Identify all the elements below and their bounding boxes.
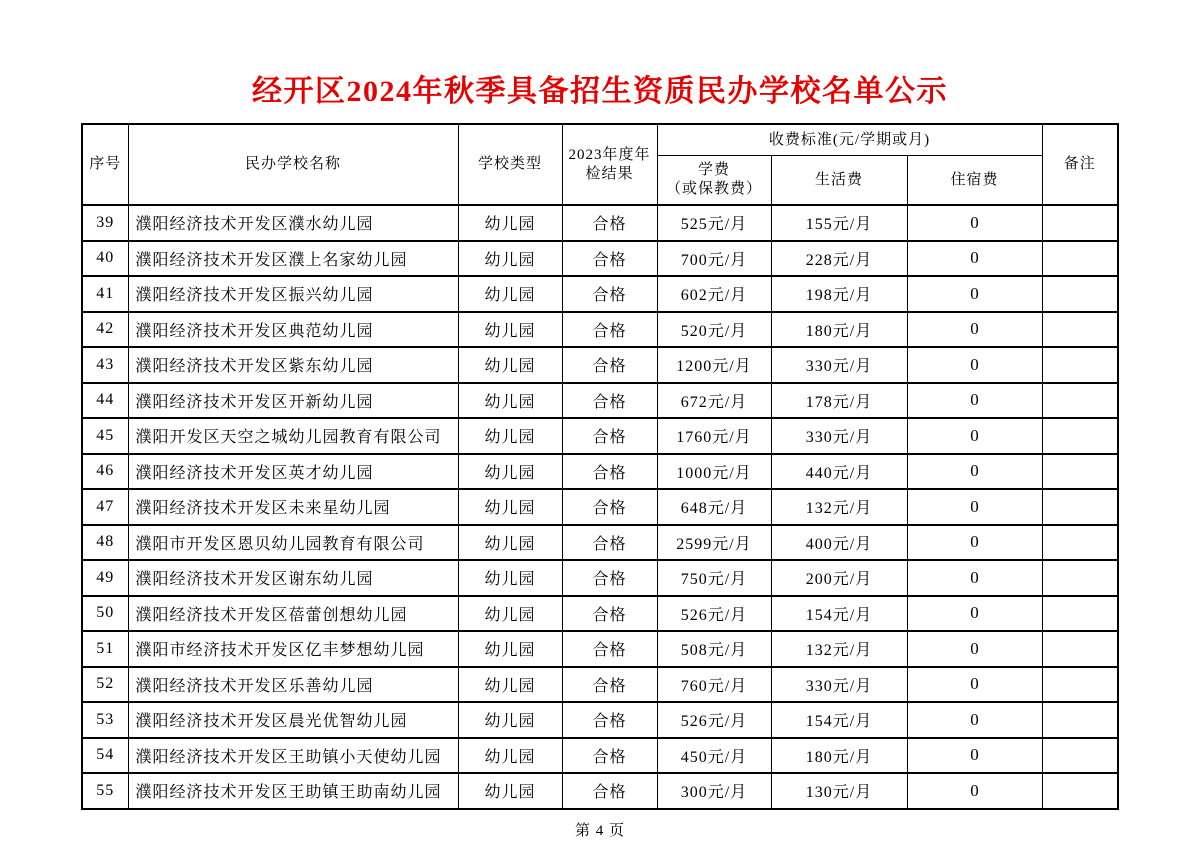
remark-cell <box>1042 312 1118 348</box>
living-fee-cell: 154元/月 <box>771 702 907 738</box>
tuition-fee-cell: 520元/月 <box>657 312 771 348</box>
row-index: 53 <box>82 702 128 738</box>
accommodation-fee-cell: 0 <box>907 738 1042 774</box>
school-type-cell: 幼儿园 <box>458 596 562 632</box>
school-type-cell: 幼儿园 <box>458 276 562 312</box>
inspection-result-cell: 合格 <box>562 276 657 312</box>
living-fee-cell: 200元/月 <box>771 560 907 596</box>
table-row <box>82 276 1118 312</box>
page-title: 经开区2024年秋季具备招生资质民办学校名单公示 <box>252 75 948 108</box>
remark-cell <box>1042 418 1118 454</box>
inspection-result-cell: 合格 <box>562 631 657 667</box>
accommodation-fee-cell: 0 <box>907 454 1042 490</box>
remark-cell <box>1042 454 1118 490</box>
inspection-result-cell: 合格 <box>562 560 657 596</box>
school-type-cell: 幼儿园 <box>458 312 562 348</box>
accommodation-fee-cell: 0 <box>907 241 1042 277</box>
inspection-result-cell: 合格 <box>562 596 657 632</box>
table-row <box>82 773 1118 809</box>
row-index: 47 <box>82 489 128 525</box>
school-type-cell: 幼儿园 <box>458 489 562 525</box>
tuition-fee-cell: 602元/月 <box>657 276 771 312</box>
table-row <box>82 631 1118 667</box>
remark-cell <box>1042 241 1118 277</box>
remark-cell <box>1042 738 1118 774</box>
remark-cell <box>1042 560 1118 596</box>
accommodation-fee-cell: 0 <box>907 702 1042 738</box>
row-index: 55 <box>82 773 128 809</box>
inspection-result-cell: 合格 <box>562 489 657 525</box>
inspection-result-cell: 合格 <box>562 702 657 738</box>
school-type-cell: 幼儿园 <box>458 347 562 383</box>
living-fee-cell: 132元/月 <box>771 489 907 525</box>
living-fee-cell: 180元/月 <box>771 738 907 774</box>
school-name-cell: 濮阳经济技术开发区王助镇小天使幼儿园 <box>128 738 458 774</box>
remark-cell <box>1042 489 1118 525</box>
remark-cell <box>1042 596 1118 632</box>
school-name-cell: 濮阳经济技术开发区英才幼儿园 <box>128 454 458 490</box>
row-index: 52 <box>82 667 128 703</box>
inspection-result-cell: 合格 <box>562 454 657 490</box>
living-fee-cell: 180元/月 <box>771 312 907 348</box>
row-index: 45 <box>82 418 128 454</box>
living-fee-cell: 198元/月 <box>771 276 907 312</box>
accommodation-fee-cell: 0 <box>907 276 1042 312</box>
header-school-type: 学校类型 <box>458 124 562 205</box>
school-name-cell: 濮阳经济技术开发区乐善幼儿园 <box>128 667 458 703</box>
remark-cell <box>1042 205 1118 241</box>
school-type-cell: 幼儿园 <box>458 418 562 454</box>
school-type-cell: 幼儿园 <box>458 738 562 774</box>
tuition-fee-cell: 526元/月 <box>657 596 771 632</box>
school-name-cell: 濮阳经济技术开发区王助镇王助南幼儿园 <box>128 773 458 809</box>
table-row <box>82 738 1118 774</box>
row-index: 54 <box>82 738 128 774</box>
inspection-result-cell: 合格 <box>562 738 657 774</box>
header-tuition-line2: （或保教费） <box>665 181 762 197</box>
tuition-fee-cell: 1760元/月 <box>657 418 771 454</box>
inspection-result-cell: 合格 <box>562 773 657 809</box>
remark-cell <box>1042 276 1118 312</box>
table-row <box>82 241 1118 277</box>
school-type-cell: 幼儿园 <box>458 241 562 277</box>
school-name-cell: 濮阳经济技术开发区谢东幼儿园 <box>128 560 458 596</box>
header-tuition-line1: 学费 <box>697 162 730 178</box>
row-index: 44 <box>82 383 128 419</box>
school-type-cell: 幼儿园 <box>458 454 562 490</box>
living-fee-cell: 132元/月 <box>771 631 907 667</box>
school-name-cell: 濮阳经济技术开发区典范幼儿园 <box>128 312 458 348</box>
tuition-fee-cell: 1200元/月 <box>657 347 771 383</box>
row-index: 46 <box>82 454 128 490</box>
school-name-cell: 濮阳开发区天空之城幼儿园教育有限公司 <box>128 418 458 454</box>
accommodation-fee-cell: 0 <box>907 489 1042 525</box>
header-fee-group: 收费标准(元/学期或月) <box>657 124 1042 156</box>
row-index: 50 <box>82 596 128 632</box>
living-fee-cell: 130元/月 <box>771 773 907 809</box>
table-row <box>82 702 1118 738</box>
school-name-cell: 濮阳市经济技术开发区亿丰梦想幼儿园 <box>128 631 458 667</box>
living-fee-cell: 440元/月 <box>771 454 907 490</box>
table-row <box>82 383 1118 419</box>
header-row-top <box>82 124 1118 156</box>
table-row <box>82 489 1118 525</box>
accommodation-fee-cell: 0 <box>907 773 1042 809</box>
school-name-cell: 濮阳经济技术开发区濮上名家幼儿园 <box>128 241 458 277</box>
accommodation-fee-cell: 0 <box>907 418 1042 454</box>
remark-cell <box>1042 702 1118 738</box>
accommodation-fee-cell: 0 <box>907 560 1042 596</box>
tuition-fee-cell: 525元/月 <box>657 205 771 241</box>
table-row <box>82 525 1118 561</box>
school-type-cell: 幼儿园 <box>458 525 562 561</box>
row-index: 39 <box>82 205 128 241</box>
accommodation-fee-cell: 0 <box>907 667 1042 703</box>
tuition-fee-cell: 648元/月 <box>657 489 771 525</box>
living-fee-cell: 400元/月 <box>771 525 907 561</box>
tuition-fee-cell: 700元/月 <box>657 241 771 277</box>
schools-table <box>81 123 1119 810</box>
page-number: 第 4 页 <box>574 822 625 839</box>
remark-cell <box>1042 631 1118 667</box>
table-row <box>82 418 1118 454</box>
tuition-fee-cell: 2599元/月 <box>657 525 771 561</box>
inspection-result-cell: 合格 <box>562 347 657 383</box>
accommodation-fee-cell: 0 <box>907 596 1042 632</box>
inspection-result-cell: 合格 <box>562 241 657 277</box>
remark-cell <box>1042 667 1118 703</box>
accommodation-fee-cell: 0 <box>907 525 1042 561</box>
inspection-result-cell: 合格 <box>562 667 657 703</box>
inspection-result-cell: 合格 <box>562 312 657 348</box>
table-row <box>82 454 1118 490</box>
living-fee-cell: 330元/月 <box>771 667 907 703</box>
tuition-fee-cell: 750元/月 <box>657 560 771 596</box>
inspection-result-cell: 合格 <box>562 525 657 561</box>
inspection-result-cell: 合格 <box>562 383 657 419</box>
school-name-cell: 濮阳市开发区恩贝幼儿园教育有限公司 <box>128 525 458 561</box>
tuition-fee-cell: 526元/月 <box>657 702 771 738</box>
school-type-cell: 幼儿园 <box>458 560 562 596</box>
remark-cell <box>1042 383 1118 419</box>
accommodation-fee-cell: 0 <box>907 205 1042 241</box>
school-name-cell: 濮阳经济技术开发区蓓蕾创想幼儿园 <box>128 596 458 632</box>
living-fee-cell: 330元/月 <box>771 418 907 454</box>
remark-cell <box>1042 525 1118 561</box>
accommodation-fee-cell: 0 <box>907 631 1042 667</box>
school-type-cell: 幼儿园 <box>458 702 562 738</box>
row-index: 42 <box>82 312 128 348</box>
table-row <box>82 596 1118 632</box>
tuition-fee-cell: 760元/月 <box>657 667 771 703</box>
row-index: 48 <box>82 525 128 561</box>
header-school-name: 民办学校名称 <box>128 124 458 205</box>
accommodation-fee-cell: 0 <box>907 312 1042 348</box>
header-tuition <box>657 156 771 206</box>
school-name-cell: 濮阳经济技术开发区濮水幼儿园 <box>128 205 458 241</box>
school-name-cell: 濮阳经济技术开发区紫东幼儿园 <box>128 347 458 383</box>
living-fee-cell: 330元/月 <box>771 347 907 383</box>
tuition-fee-cell: 1000元/月 <box>657 454 771 490</box>
header-accommodation-fee: 住宿费 <box>907 156 1042 206</box>
remark-cell <box>1042 773 1118 809</box>
school-type-cell: 幼儿园 <box>458 383 562 419</box>
school-type-cell: 幼儿园 <box>458 773 562 809</box>
tuition-fee-cell: 300元/月 <box>657 773 771 809</box>
tuition-fee-cell: 672元/月 <box>657 383 771 419</box>
table-row <box>82 667 1118 703</box>
tuition-fee-cell: 450元/月 <box>657 738 771 774</box>
row-index: 49 <box>82 560 128 596</box>
school-name-cell: 濮阳经济技术开发区振兴幼儿园 <box>128 276 458 312</box>
table-row <box>82 205 1118 241</box>
school-name-cell: 濮阳经济技术开发区未来星幼儿园 <box>128 489 458 525</box>
living-fee-cell: 155元/月 <box>771 205 907 241</box>
school-name-cell: 濮阳经济技术开发区晨光优智幼儿园 <box>128 702 458 738</box>
table-row <box>82 347 1118 383</box>
remark-cell <box>1042 347 1118 383</box>
inspection-result-cell: 合格 <box>562 205 657 241</box>
table-row <box>82 312 1118 348</box>
living-fee-cell: 178元/月 <box>771 383 907 419</box>
school-type-cell: 幼儿园 <box>458 631 562 667</box>
school-type-cell: 幼儿园 <box>458 667 562 703</box>
row-index: 41 <box>82 276 128 312</box>
school-type-cell: 幼儿园 <box>458 205 562 241</box>
row-index: 43 <box>82 347 128 383</box>
header-living-fee: 生活费 <box>771 156 907 206</box>
school-name-cell: 濮阳经济技术开发区开新幼儿园 <box>128 383 458 419</box>
accommodation-fee-cell: 0 <box>907 347 1042 383</box>
row-index: 40 <box>82 241 128 277</box>
inspection-result-cell: 合格 <box>562 418 657 454</box>
header-remark: 备注 <box>1042 124 1118 205</box>
header-inspection: 2023年度年检结果 <box>562 124 657 205</box>
table-body <box>82 205 1118 809</box>
accommodation-fee-cell: 0 <box>907 383 1042 419</box>
header-index: 序号 <box>82 124 128 205</box>
living-fee-cell: 228元/月 <box>771 241 907 277</box>
tuition-fee-cell: 508元/月 <box>657 631 771 667</box>
living-fee-cell: 154元/月 <box>771 596 907 632</box>
table-row <box>82 560 1118 596</box>
row-index: 51 <box>82 631 128 667</box>
